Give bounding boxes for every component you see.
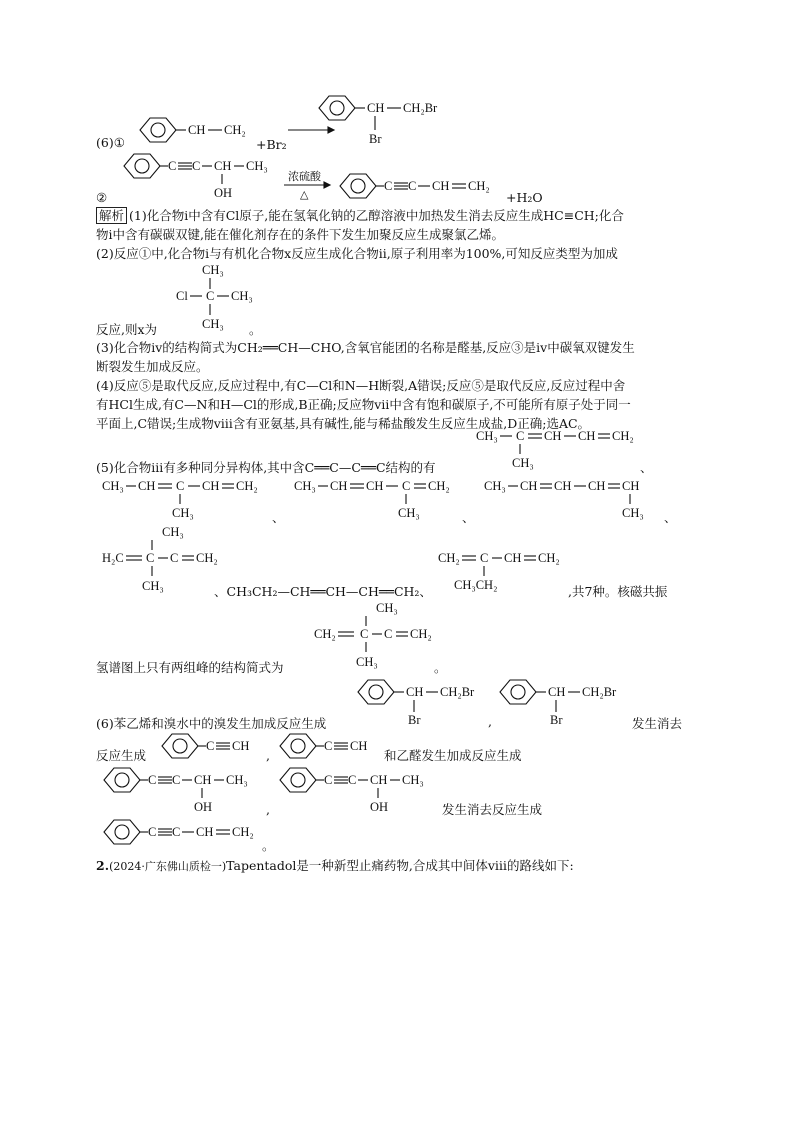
svg-text:OH: OH [194, 800, 213, 814]
comma: , [266, 802, 270, 817]
svg-text:H₂C: H₂C [102, 551, 124, 565]
svg-text:CH: CH [350, 739, 368, 753]
benzene-ring [140, 118, 176, 142]
svg-text:CH₃: CH₃ [231, 289, 253, 303]
svg-text:CH₃: CH₃ [102, 479, 124, 493]
linear-isomer: 、CH₃CH₂—CH══CH—CH══CH₂、 [214, 584, 432, 599]
isomer-5-structure [102, 522, 222, 596]
chem-ch: CH [432, 179, 450, 193]
benzene-ring [340, 174, 376, 198]
svg-text:CH₂: CH₂ [236, 479, 258, 493]
benzene-ring [162, 734, 198, 758]
comma: , [488, 714, 492, 729]
svg-text:C: C [516, 429, 525, 443]
svg-text:CH₂: CH₂ [428, 479, 450, 493]
svg-text:CH: CH [544, 429, 562, 443]
chem-ch2: CH₂ [224, 123, 246, 137]
analysis-p1: 解析 (1)化合物ⅰ中含有Cl原子,能在氢氧化钠的乙醇溶液中加热发生消去反应生成HC≡CH;化合 物ⅰ中含有碳碳双键,能在催化剂存在的条件下发生加聚反应生成聚氯乙烯。 [96, 208, 624, 242]
phenylacetylene-1 [158, 730, 268, 764]
svg-text:C: C [170, 551, 179, 565]
chem-c: C [408, 179, 417, 193]
svg-text:CH₃: CH₃ [376, 601, 398, 615]
analysis-p5: (5)化合物ⅲ有多种同分异构体,其中含C══C—C══C结构的有 [96, 460, 436, 475]
svg-text:C: C [146, 551, 155, 565]
analysis-p2-answer: 反应,则x为 。 [96, 322, 262, 337]
svg-text:CH₃: CH₃ [202, 263, 224, 277]
analysis-p3: (3)化合物ⅳ的结构简式为CH₂══CH—CHO,含氧官能团的名称是醛基,反应③是ⅳ中碳氧双键发生 断裂发生加成反应。 [96, 340, 635, 374]
svg-text:OH: OH [370, 800, 389, 814]
benzene-ring [280, 768, 316, 792]
separator: 、 [640, 460, 653, 475]
svg-text:C: C [176, 479, 185, 493]
isomer-7-structure [438, 548, 578, 594]
period: 。 [434, 660, 447, 675]
problem-source: (2024·广东佛山质检一) [109, 860, 227, 873]
isomer-3-structure [294, 476, 474, 522]
benzene-ring [124, 154, 160, 178]
chem-ch: CH [367, 101, 385, 115]
svg-text:C: C [206, 739, 215, 753]
svg-text:CH₃CH₂: CH₃CH₂ [454, 578, 498, 592]
chem-ch2: CH₂ [468, 179, 490, 193]
dibromide-answer-1 [354, 676, 504, 728]
svg-text:CH₃: CH₃ [622, 506, 644, 520]
svg-text:CH₃: CH₃ [402, 773, 424, 787]
chem-c: C [168, 159, 177, 173]
svg-text:CH₂: CH₂ [612, 429, 634, 443]
svg-text:C: C [148, 825, 157, 839]
dibromide-answer-2 [496, 676, 646, 728]
svg-text:CH₃: CH₃ [356, 655, 378, 669]
analysis-p6: (6)苯乙烯和溴水中的溴发生加成反应生成 [96, 716, 327, 731]
elim-text: 发生消去 [632, 716, 683, 731]
svg-text:CH: CH [578, 429, 596, 443]
svg-text:CH: CH [196, 825, 214, 839]
svg-text:CH: CH [366, 479, 384, 493]
svg-text:C: C [172, 825, 181, 839]
svg-text:CH₂Br: CH₂Br [440, 685, 475, 699]
enyne-answer [100, 816, 270, 850]
aldehyde-add-text: 和乙醛发生加成反应生成 [384, 748, 522, 763]
svg-text:CH: CH [138, 479, 156, 493]
svg-text:C: C [324, 773, 333, 787]
svg-text:CH₃: CH₃ [484, 479, 506, 493]
svg-text:CH₂: CH₂ [232, 825, 254, 839]
enyne-structure [336, 170, 506, 206]
isomer-2-structure [102, 476, 282, 522]
phenylacetylene-2 [276, 730, 386, 764]
svg-text:C: C [172, 773, 181, 787]
svg-text:Br: Br [408, 713, 421, 727]
chem-ch3: CH₃ [246, 159, 268, 173]
svg-text:CH: CH [548, 685, 566, 699]
part6-label: (6)① [96, 135, 125, 150]
benzene-ring [104, 820, 140, 844]
svg-text:CH₃: CH₃ [162, 525, 184, 539]
br2-reagent: +Br₂ [256, 137, 287, 152]
benzene-ring [104, 768, 140, 792]
benzene-ring [358, 680, 394, 704]
eq2-label: ② [96, 190, 108, 205]
benzene-ring [500, 680, 536, 704]
svg-text:C: C [324, 739, 333, 753]
separator: 、 [272, 510, 285, 525]
svg-text:CH: CH [504, 551, 522, 565]
svg-text:C: C [402, 479, 411, 493]
nmr-text: 氢谱图上只有两组峰的结构简式为 [96, 660, 284, 675]
svg-text:CH: CH [202, 479, 220, 493]
svg-text:C: C [206, 289, 215, 303]
svg-text:CH₃: CH₃ [476, 429, 498, 443]
svg-text:C: C [480, 551, 489, 565]
chem-ch: CH [188, 123, 206, 137]
alkynol-answer-1 [100, 764, 270, 816]
chem-c: C [384, 179, 393, 193]
svg-text:CH: CH [330, 479, 348, 493]
svg-text:C: C [360, 627, 369, 641]
reagent-h2so4: 浓硫酸 [288, 170, 321, 183]
svg-text:C: C [348, 773, 357, 787]
period: 。 [262, 838, 275, 853]
chem-br: Br [369, 132, 382, 146]
svg-text:Cl: Cl [176, 289, 188, 303]
alkynol-structure [120, 148, 290, 200]
benzene-ring [280, 734, 316, 758]
svg-text:CH: CH [370, 773, 388, 787]
svg-text:CH₃: CH₃ [512, 456, 534, 470]
svg-text:CH: CH [520, 479, 538, 493]
separator: 、 [462, 510, 475, 525]
svg-text:CH₃: CH₃ [202, 317, 224, 331]
svg-text:CH: CH [232, 739, 250, 753]
reaction-gives: 反应生成 [96, 748, 147, 763]
svg-text:C: C [148, 773, 157, 787]
problem-text: Tapentadol是一种新型止痛药物,合成其中间体ⅷ的路线如下: [226, 858, 574, 873]
svg-text:CH: CH [622, 479, 640, 493]
chem-ch2br: CH₂Br [403, 101, 438, 115]
heat-condition: △ [300, 188, 309, 201]
svg-text:CH: CH [194, 773, 212, 787]
chem-ch: CH [214, 159, 232, 173]
isomer-4-structure [484, 476, 664, 522]
analysis-p4: (4)反应⑤是取代反应,反应过程中,有C—Cl和N—H断裂,A错误;反应⑤是取代反应,反应过程中舍 有HCl生成,有C—N和H—Cl的形成,B正确;反应物ⅶ中含有饱和碳原子,不可能所有原子处于同一 平面上,C错误;生成物ⅷ含有亚氨基,具有碱性,能与稀盐酸发生反应生成盐,D正确;选AC。 [96, 378, 631, 431]
isomer-1-structure [476, 426, 646, 472]
svg-text:CH₂: CH₂ [196, 551, 218, 565]
svg-text:CH: CH [406, 685, 424, 699]
svg-text:C: C [384, 627, 393, 641]
svg-text:CH₃: CH₃ [398, 506, 420, 520]
separator: 、 [664, 510, 677, 525]
comma: , [266, 748, 270, 763]
reaction-arrow-2 [284, 180, 334, 190]
svg-text:CH₃: CH₃ [294, 479, 316, 493]
svg-text:CH₃: CH₃ [226, 773, 248, 787]
svg-text:CH: CH [588, 479, 606, 493]
svg-text:CH₂: CH₂ [410, 627, 432, 641]
problem-number: 2. [96, 858, 110, 873]
svg-text:CH₃: CH₃ [172, 506, 194, 520]
styrene-structure [130, 112, 250, 152]
svg-text:CH₂: CH₂ [438, 551, 460, 565]
analysis-tag: 解析 [96, 207, 127, 224]
count-text: ,共7种。核磁共振 [568, 584, 668, 599]
svg-text:CH: CH [554, 479, 572, 493]
alkynol-answer-2 [276, 764, 446, 816]
svg-text:CH₃: CH₃ [142, 579, 164, 593]
svg-text:Br: Br [550, 713, 563, 727]
svg-text:CH₂: CH₂ [314, 627, 336, 641]
h2o-product: +H₂O [506, 190, 543, 205]
dibromide-structure [315, 90, 465, 150]
chem-c: C [192, 159, 201, 173]
benzene-ring [319, 96, 355, 120]
analysis-p2: (2)反应①中,化合物ⅰ与有机化合物x反应生成化合物ⅱ,原子利用率为100%,可知反应类型为加成 [96, 246, 618, 261]
chem-oh: OH [214, 186, 233, 200]
problem-2 [96, 856, 574, 874]
svg-text:CH₂Br: CH₂Br [582, 685, 617, 699]
nmr-answer-structure [314, 598, 434, 672]
elim-text-2: 发生消去反应生成 [442, 802, 543, 817]
svg-text:CH₂: CH₂ [538, 551, 560, 565]
